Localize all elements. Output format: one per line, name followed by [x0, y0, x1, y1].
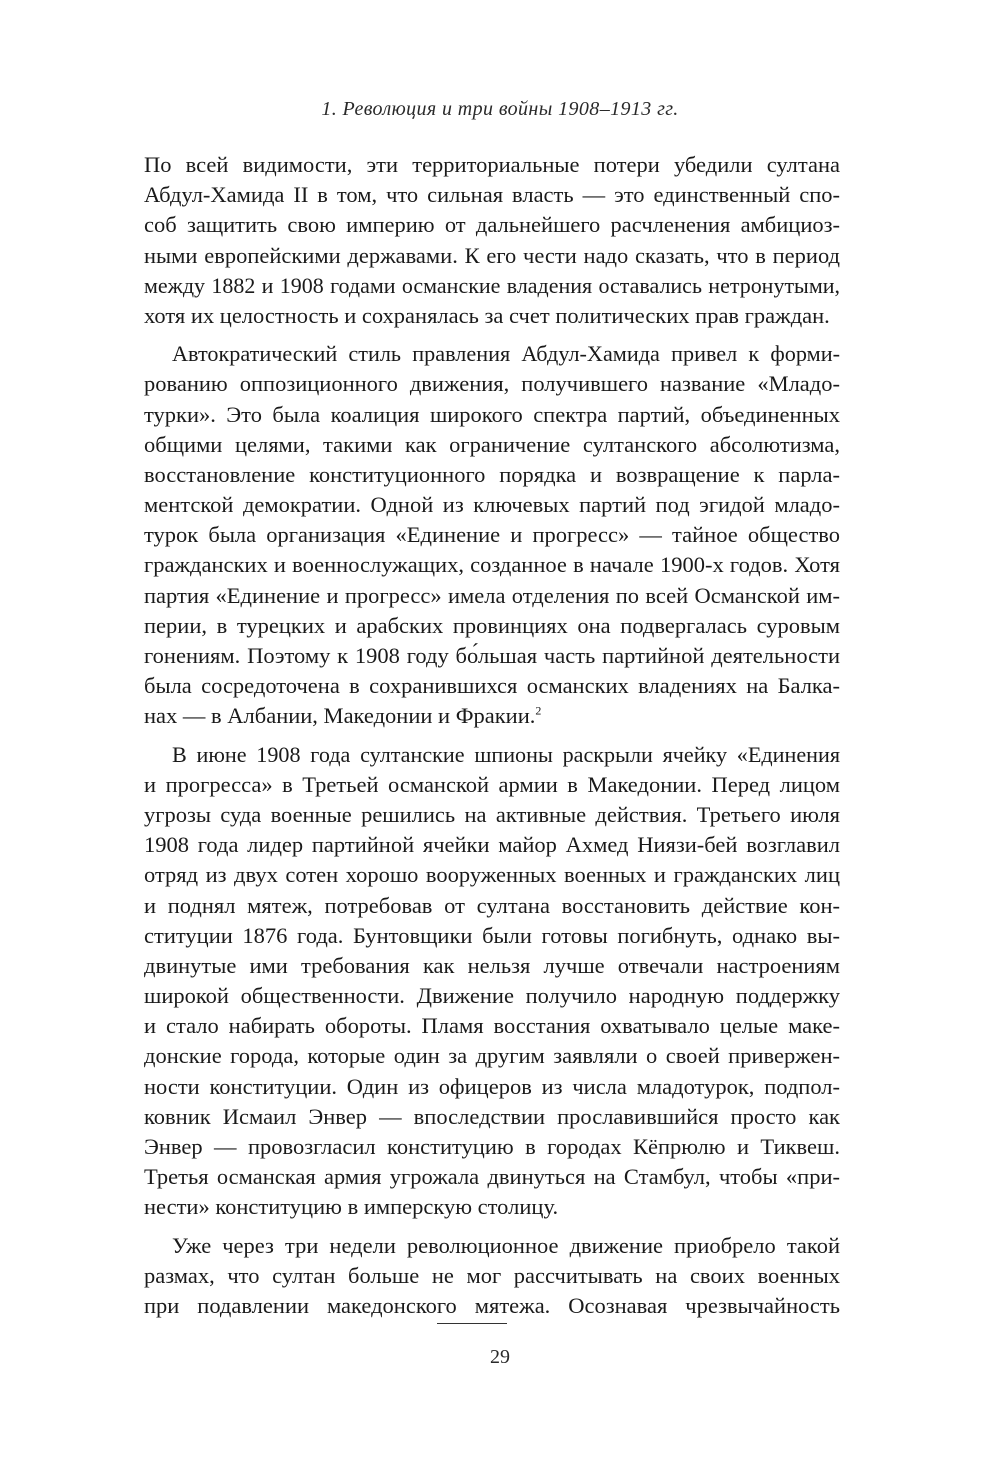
text-line: отряд из двух сотен хорошо вооруженных военных и гражданских лиц	[144, 862, 840, 888]
text-line: По всей видимости, эти территориальные потери убедили султана	[144, 152, 840, 177]
text-line-content: нах — в Албании, Македонии и Фракии.	[144, 703, 536, 729]
paragraph	[144, 740, 840, 1223]
text-line: ными европейскими державами. К его чести надо сказать, что в период	[144, 242, 840, 268]
text-line: партия «Единение и прогресс» имела отделения по всей Османской им-	[144, 582, 840, 608]
text-line: нести» конституцию в имперскую столицу.	[144, 1194, 559, 1220]
text-line: при подавлении македонского мятежа. Осознавая чрезвычайность	[144, 1292, 840, 1318]
footnote-reference[interactable]: 2	[535, 703, 542, 718]
text-line: и поднял мятеж, потребовав от султана восстановить действие кон-	[144, 892, 840, 918]
paragraph	[144, 339, 840, 731]
text-line: двинутые ими требования как нельзя лучше отвечали настроениям	[144, 952, 840, 978]
text-line-with-footnote	[144, 701, 840, 731]
text-line: общими целями, такими как ограничение султанского абсолютизма,	[144, 431, 840, 457]
text-line: широкой общественности. Движение получило народную поддержку	[144, 983, 840, 1009]
text-line: размах, что султан больше не мог рассчитывать на своих военных	[144, 1262, 840, 1288]
text-line: Уже через три недели революционное движение приобрело такой	[172, 1232, 840, 1258]
text-line: донские города, которые один за другим заявляли о своей привержен-	[144, 1043, 840, 1069]
text-line: Автократический стиль правления Абдул-Хамида привел к форми-	[172, 341, 840, 367]
text-line: и стало набирать обороты. Пламя восстания охватывало целые маке-	[144, 1013, 840, 1039]
text-line: гонениям. Поэтому к 1908 году бо́льшая часть партийной деятельности	[144, 643, 840, 668]
running-header: 1. Революция и три войны 1908–1913 гг.	[321, 98, 679, 120]
text-line: ституции 1876 года. Бунтовщики были готовы погибнуть, однако вы-	[144, 922, 840, 948]
text-line: ности конституции. Один из офицеров из числа младотурок, подпол-	[144, 1073, 840, 1099]
text-line: была сосредоточена в сохранившихся османских владениях на Балка-	[144, 673, 840, 699]
text-line: Третья османская армия угрожала двинуться на Стамбул, чтобы «при-	[144, 1164, 840, 1190]
text-line: между 1882 и 1908 годами османские владения оставались нетронутыми,	[144, 272, 840, 298]
text-line: 1908 года лидер партийной ячейки майор Ахмед Ниязи-бей возглавил	[144, 832, 840, 858]
text-line: В июне 1908 года султанские шпионы раскрыли ячейку «Единения	[172, 741, 840, 767]
text-line: Энвер — провозгласил конституцию в городах Кёпрюлю и Тиквеш.	[144, 1134, 840, 1159]
text-line: гражданских и военнослужащих, созданное в начале 1900-х годов. Хотя	[144, 552, 840, 578]
text-line: восстановление конституционного порядка и возвращение к парла-	[144, 461, 840, 487]
text-line: и прогресса» в Третьей османской армии в Македонии. Перед лицом	[144, 771, 840, 797]
text-line: рованию оппозиционного движения, получившего название «Младо-	[144, 371, 840, 397]
text-line: перии, в турецких и арабских провинциях она подвергалась суровым	[144, 612, 840, 638]
footer-rule	[437, 1323, 507, 1324]
text-line: турки». Это была коалиция широкого спектра партий, объединенных	[144, 401, 840, 427]
text-line: соб защитить свою империю от дальнейшего расчленения амбициоз-	[144, 212, 840, 238]
text-line: ковник Исмаил Энвер — впоследствии прославившийся просто как	[144, 1103, 840, 1129]
paragraph	[144, 1231, 840, 1322]
body-text	[144, 150, 840, 1321]
text-line: угрозы суда военные решились на активные действия. Третьего июля	[144, 801, 840, 827]
text-line: Абдул-Хамида II в том, что сильная власть — это единственный спо-	[144, 182, 840, 208]
text-line: турок была организация «Единение и прогресс» — тайное общество	[144, 522, 840, 548]
text-line: хотя их целостность и сохранялась за счет политических прав граждан.	[144, 302, 830, 328]
page-number: 29	[490, 1346, 510, 1368]
paragraph	[144, 150, 840, 331]
text-line: ментской демократии. Одной из ключевых партий под эгидой младо-	[144, 492, 840, 518]
